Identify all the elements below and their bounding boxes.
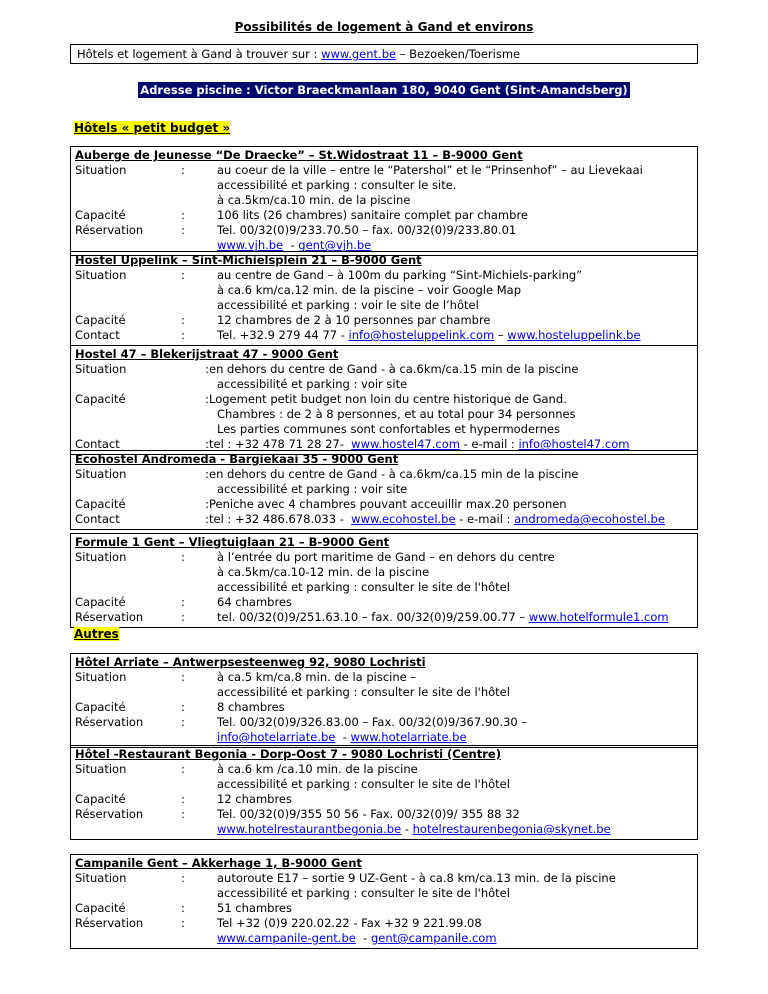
colon: : — [181, 762, 185, 776]
separator: - e-mail : — [459, 437, 519, 451]
info-prefix: Hôtels et logement à Gand à trouver sur : — [77, 47, 322, 61]
situation-line: à ca.5 km/ca.8 min. de la piscine – — [217, 670, 417, 684]
colon: : — [181, 715, 185, 729]
contact-prefix: tel : +32 478 71 28 27- — [209, 437, 352, 451]
colon: : — [181, 792, 185, 806]
section-others-label: Autres — [74, 627, 119, 641]
label-capacite: Capacité — [75, 497, 126, 511]
label-situation: Situation — [75, 670, 127, 684]
section-others-heading — [74, 627, 119, 641]
website-link[interactable]: www.hotelformule1.com — [528, 610, 669, 624]
colon: : — [205, 512, 209, 526]
hotel-card-uppelink — [70, 251, 698, 346]
website-link[interactable]: www.hosteluppelink.be — [507, 328, 641, 342]
label-situation: Situation — [75, 362, 127, 376]
hotel-card-de-draecke — [70, 146, 698, 256]
label-reservation: Réservation — [75, 715, 144, 729]
website-link[interactable]: www.campanile-gent.be — [217, 931, 356, 945]
hotel-card-ecohostel — [70, 450, 698, 530]
situation-line: au centre de Gand – à 100m du parking “Sint-Michiels-parking” — [217, 268, 583, 282]
page-title: Possibilités de logement à Gand et environs — [234, 20, 534, 34]
label-reservation: Réservation — [75, 610, 144, 624]
colon: : — [181, 550, 185, 564]
label-situation: Situation — [75, 871, 127, 885]
capacite-value: 8 chambres — [217, 700, 285, 714]
colon: : — [181, 670, 185, 684]
website-link[interactable]: www.vjh.be — [217, 238, 284, 252]
colon: : — [181, 268, 185, 282]
hotel-title: Auberge de Jeunesse “De Draecke” – St.Widostraat 11 – B-9000 Gent — [75, 148, 523, 162]
situation-line: autoroute E17 – sortie 9 UZ-Gent - à ca.8 km/ca.13 min. de la piscine — [217, 871, 616, 885]
reservation-value: Tel. 00/32(0)9/233.70.50 – fax. 00/32(0)9/233.80.01 — [217, 223, 517, 237]
hotel-title: Campanile Gent – Akkerhage 1, B-9000 Gent — [75, 856, 362, 870]
email-link[interactable]: hotelrestaurenbegonia@skynet.be — [412, 822, 611, 836]
gent-link[interactable]: www.gent.be — [321, 47, 397, 61]
colon: : — [205, 362, 209, 376]
situation-line: à l’entrée du port maritime de Gand – en dehors du centre — [217, 550, 555, 564]
situation-line: à ca.5km/ca.10 min. de la piscine — [217, 193, 411, 207]
colon: : — [205, 467, 209, 481]
situation-line: à ca.6 km/ca.12 min. de la piscine – voir Google Map — [217, 283, 522, 297]
label-reservation: Réservation — [75, 916, 144, 930]
situation-line: accessibilité et parking : voir site — [217, 377, 408, 391]
label-situation: Situation — [75, 550, 127, 564]
capacite-value: Peniche avec 4 chambres pouvant acceuillir max.20 personen — [209, 497, 567, 511]
situation-line: accessibilité et parking : consulter le site de l'hôtel — [217, 580, 510, 594]
colon: : — [181, 163, 185, 177]
label-reservation: Réservation — [75, 223, 144, 237]
label-reservation: Réservation — [75, 807, 144, 821]
reservation-value: Tel. 00/32(0)9/355 50 56 - Fax. 00/32(0)9/ 355 88 32 — [217, 807, 520, 821]
section-budget-label: Hôtels « petit budget » — [74, 121, 231, 135]
label-contact: Contact — [75, 328, 120, 342]
colon: : — [181, 208, 185, 222]
hotel-card-begonia — [70, 745, 698, 840]
capacite-line: Logement petit budget non loin du centre historique de Gand. — [209, 392, 567, 406]
situation-line: à ca.6 km /ca.10 min. de la piscine — [217, 762, 418, 776]
email-link[interactable]: info@hostel47.com — [518, 437, 630, 451]
colon: : — [205, 392, 209, 406]
label-situation: Situation — [75, 467, 127, 481]
hotel-card-formule-1 — [70, 533, 698, 628]
colon: : — [181, 807, 185, 821]
colon: : — [181, 595, 185, 609]
hotel-card-arriate — [70, 653, 698, 748]
colon: : — [181, 610, 185, 624]
capacite-line: Les parties communes sont confortables et hypermodernes — [217, 422, 560, 436]
colon: : — [181, 328, 185, 342]
colon: : — [181, 871, 185, 885]
situation-line: accessibilité et parking : consulter le site de l'hôtel — [217, 886, 510, 900]
separator: - — [283, 238, 299, 252]
situation-line: accessibilité et parking : voir le site de l’hôtel — [217, 298, 479, 312]
label-capacite: Capacité — [75, 392, 126, 406]
email-link[interactable]: info@hosteluppelink.com — [348, 328, 495, 342]
label-capacite: Capacité — [75, 208, 126, 222]
separator: - — [401, 822, 413, 836]
email-link[interactable]: andromeda@ecohostel.be — [514, 512, 665, 526]
website-link[interactable]: www.ecohostel.be — [351, 512, 456, 526]
separator: - — [355, 931, 371, 945]
hotel-title: Hôtel Arriate – Antwerpsesteenweg 92, 9080 Lochristi — [75, 655, 426, 669]
colon: : — [205, 497, 209, 511]
email-link[interactable]: info@hotelarriate.be — [217, 730, 336, 744]
capacite-value: 12 chambres — [217, 792, 292, 806]
situation-line: accessibilité et parking : consulter le site de l'hôtel — [217, 685, 510, 699]
situation-line: accessibilité et parking : consulter le site de l'hôtel — [217, 777, 510, 791]
colon: : — [181, 901, 185, 915]
contact-prefix: Tel. +32.9 279 44 77 - — [217, 328, 349, 342]
label-capacite: Capacité — [75, 700, 126, 714]
label-situation: Situation — [75, 762, 127, 776]
situation-line: accessibilité et parking : voir site — [217, 482, 408, 496]
label-contact: Contact — [75, 437, 120, 451]
situation-line: en dehors du centre de Gand - à ca.6km/ca.15 min de la piscine — [209, 362, 579, 376]
situation-line: en dehors du centre de Gand - à ca.6km/ca.15 min de la piscine — [209, 467, 579, 481]
pool-address-banner — [0, 83, 768, 97]
website-link[interactable]: www.hotelrestaurantbegonia.be — [217, 822, 402, 836]
pool-address: Adresse piscine : Victor Braeckmanlaan 180, 9040 Gent (Sint-Amandsberg) — [140, 83, 628, 97]
hotel-title: Ecohostel Andromeda - Bargiekaai 35 - 9000 Gent — [75, 452, 399, 466]
colon: : — [181, 700, 185, 714]
reservation-prefix: tel. 00/32(0)9/251.63.10 – fax. 00/32(0)9/259.00.77 – — [217, 610, 529, 624]
situation-line: accessibilité et parking : consulter le site. — [217, 178, 457, 192]
capacite-line: Chambres : de 2 à 8 personnes, et au total pour 34 personnes — [217, 407, 576, 421]
separator: - e-mail : — [455, 512, 515, 526]
email-link[interactable]: gent@vjh.be — [298, 238, 372, 252]
hotel-card-campanile — [70, 854, 698, 949]
separator: - — [335, 730, 351, 744]
colon: : — [181, 223, 185, 237]
capacite-value: 64 chambres — [217, 595, 292, 609]
email-link[interactable]: gent@campanile.com — [370, 931, 497, 945]
hotel-title: Hôtel -Restaurant Begonia - Dorp-Oost 7 - 9080 Lochristi (Centre) — [75, 747, 501, 761]
colon: : — [181, 313, 185, 327]
label-situation: Situation — [75, 163, 127, 177]
contact-prefix: tel : +32 486.678.033 - — [209, 512, 352, 526]
capacite-value: 106 lits (26 chambres) sanitaire complet par chambre — [217, 208, 528, 222]
situation-line: au coeur de la ville – entre le “Patershol” et le “Prinsenhof” – au Lievekaai — [217, 163, 643, 177]
separator: – — [494, 328, 508, 342]
situation-line: à ca.5km/ca.10-12 min. de la piscine — [217, 565, 430, 579]
label-capacite: Capacité — [75, 792, 126, 806]
hotel-title: Hostel Uppelink – Sint-Michielsplein 21 – B-9000 Gent — [75, 253, 422, 267]
hotel-title: Formule 1 Gent – Vliegtuiglaan 21 – B-9000 Gent — [75, 535, 390, 549]
reservation-value: Tel +32 (0)9 220.02.22 - Fax +32 9 221.99.08 — [217, 916, 482, 930]
label-capacite: Capacité — [75, 595, 126, 609]
info-suffix: – Bezoeken/Toerisme — [396, 47, 521, 61]
label-situation: Situation — [75, 268, 127, 282]
website-link[interactable]: www.hotelarriate.be — [350, 730, 467, 744]
label-capacite: Capacité — [75, 313, 126, 327]
label-capacite: Capacité — [75, 901, 126, 915]
hotel-title: Hostel 47 – Blekerijstraat 47 - 9000 Gent — [75, 347, 339, 361]
capacite-value: 12 chambres de 2 à 10 personnes par chambre — [217, 313, 491, 327]
section-budget-heading — [74, 121, 230, 135]
reservation-value: Tel. 00/32(0)9/326.83.00 – Fax. 00/32(0)9/367.90.30 – — [217, 715, 528, 729]
capacite-value: 51 chambres — [217, 901, 292, 915]
info-box — [70, 44, 698, 64]
colon: : — [205, 437, 209, 451]
label-contact: Contact — [75, 512, 120, 526]
colon: : — [181, 916, 185, 930]
website-link[interactable]: www.hostel47.com — [351, 437, 460, 451]
hotel-card-hostel-47 — [70, 345, 698, 455]
